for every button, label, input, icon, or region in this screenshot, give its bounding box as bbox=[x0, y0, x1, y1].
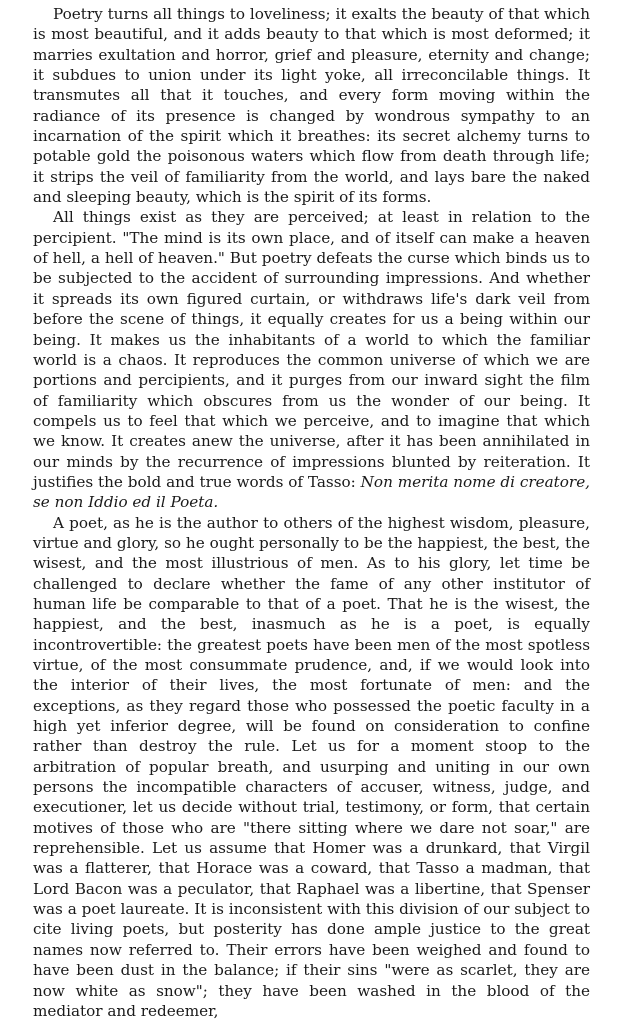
paragraph-text: Poetry turns all things to loveliness; it exalts the beauty of that which is most beautiful, and it adds beauty to that which is most deformed; it marries exultation and horror, grief and pleasure, eternity and change; it subdues to union under its light yoke, all irreconcilable things. It transmutes all that it touches, and every form moving within the radiance of its presence is changed by wondrous sympathy to an incarnation of the spirit which it breathes: its secret alchemy turns to potable gold the poisonous waters which flow from death through life; it strips the veil of familiarity from the world, and lays bare the naked and sleeping beauty, which is the spirit of its forms. bbox=[33, 5, 590, 207]
tasso-quote: Non merita nome di creatore, se non Iddio ed il Poeta. bbox=[33, 472, 591, 512]
paragraph-things-perceived bbox=[33, 207, 590, 512]
paragraph-text: A poet, as he is the author to others of the highest wisdom, pleasure, virtue and glory, so he ought personally to be the happiest, the best, the wisest, and the most illustrious of men. As to his glory, let time be challenged to declare whether the fame of any other institutor of human life be comparable to that of a poet. That he is the wisest, the happiest, and the best, inasmuch as he is a poet, is equally incontrovertible: the greatest poets have been men of the most spotless virtue, of the most consummate prudence, and, if we would look into the interior of their lives, the most fortunate of men: and the exceptions, as they regard those who possessed the poetic faculty in a high yet inferior degree, will be found on consideration to confine rather than destroy the rule. Let us for a moment stoop to the arbitration of popular breath, and usurping and uniting in our own persons the incompatible characters of accuser, witness, judge, and executioner, let us decide without trial, testimony, or form, that certain motives of those who are "there sitting where we dare not soar," are reprehensible. Let us assume that Homer was a drunkard, that Virgil was a flatterer, that Horace was a coward, that Tasso a madman, that Lord Bacon was a peculator, that Raphael was a libertine, that Spenser was a poet laureate. It is inconsistent with this division of our subject to cite living poets, but posterity has done ample justice to the great names now referred to. Their errors have been weighed and found to have been dust in the balance; if their sins "were as scarlet, they are now white as snow"; they have been washed in the blood of the mediator and redeemer, bbox=[33, 513, 590, 1020]
paragraph-poet-happiest bbox=[33, 513, 590, 1021]
paragraph-poetry-loveliness bbox=[33, 4, 590, 207]
paragraph-text: All things exist as they are perceived; at least in relation to the percipient. "The mind is its own place, and of itself can make a heaven of hell, a hell of heaven." But poetry defeats the curse which binds us to be subjected to the accident of surrounding impressions. And whether it spreads its own figured curtain, or withdraws life's dark veil from before the scene of things, it equally creates for us a being within our being. It makes us the inhabitants of a world to which the familiar world is a chaos. It reproduces the common universe of which we are portions and percipients, and it purges from our inward sight the film of familiarity which obscures from us the wonder of our being. It compels us to feel that which we perceive, and to imagine that which we know. It creates anew the universe, after it has been annihilated in our minds by the recurrence of impressions blunted by reiteration. It justifies the bold and true words of Tasso: bbox=[33, 208, 590, 491]
